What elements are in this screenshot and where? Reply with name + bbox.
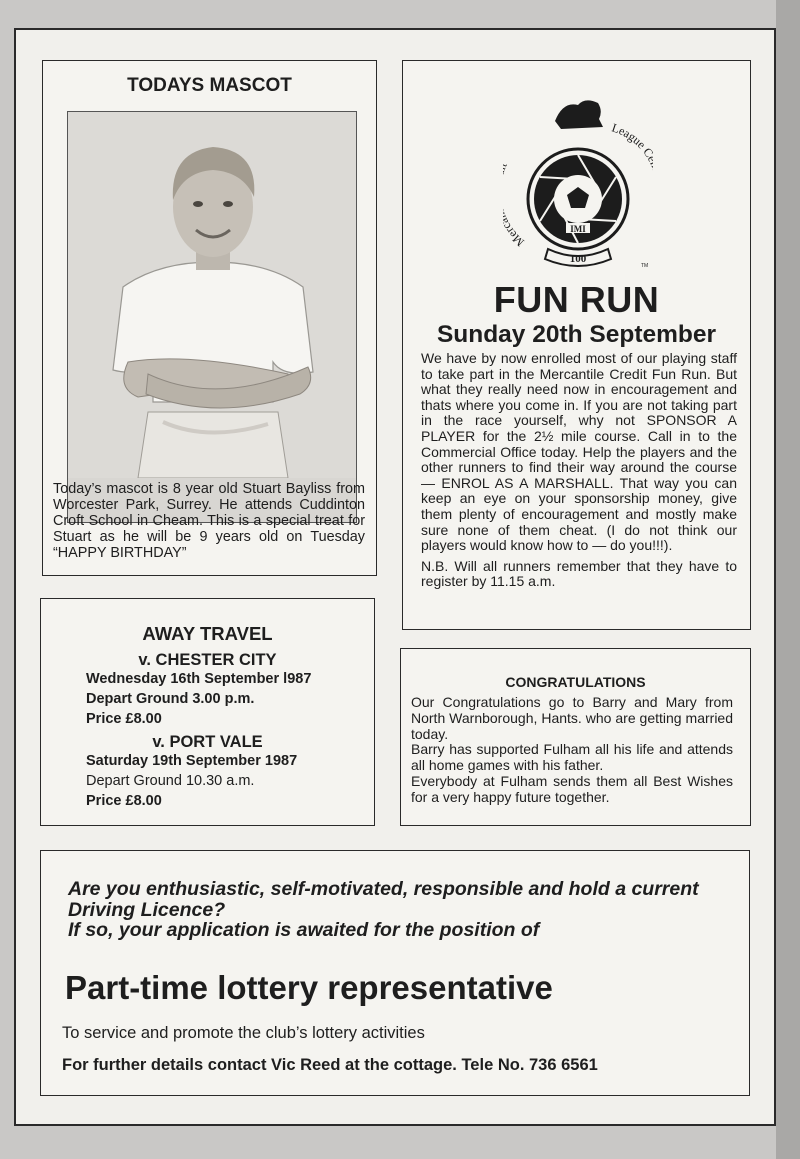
- trip2-price: Price £8.00: [86, 793, 162, 809]
- mascot-title: TODAYS MASCOT: [127, 75, 292, 96]
- logo-left-text: Mer: [503, 224, 527, 250]
- congratulations-title: CONGRATULATIONS: [505, 674, 646, 690]
- fun-run-title: FUN RUN: [493, 279, 660, 320]
- lottery-question-line2: If so, your application is awaited for the position of: [68, 919, 540, 941]
- logo-number: 100: [569, 253, 587, 265]
- lottery-contact-text: For further details contact Vic Reed at the cottage. Tele No. 736 6561: [62, 1056, 598, 1074]
- logo-right-text: League: [610, 120, 649, 152]
- fun-run-panel: [402, 60, 751, 630]
- trip2-depart: Depart Ground 10.30 a.m.: [86, 773, 255, 789]
- lottery-position-heading: Part-time lottery representative: [65, 969, 553, 1006]
- lottery-service-text: To service and promote the club’s lottery activities: [62, 1024, 425, 1042]
- congratulations-panel: [400, 648, 751, 826]
- svg-text:IMI: IMI: [570, 224, 586, 234]
- mascot-panel: [42, 60, 377, 576]
- mascot-photo: [67, 111, 357, 523]
- trip1-depart: Depart Ground 3.00 p.m.: [86, 691, 255, 707]
- fun-run-text: We have by now enrolled most of our playing staff to take part in the Mercantile Credit Fun Run. But what they really need now in encouragement and thats where you come in. If you are not taking part in the race yourself, why not SPONSOR A PLAYER for the 2½ mile course. Call in to the Commercial Office today. Help the players and the other runners to find their way around the course — ENROL AS A MARSHALL. That way you can keep an eye on your sponsorship money, give them plenty of encouragement and mostly make sure none of them cheat. (I do not think our players would know how to — do you!!!).: [421, 350, 737, 554]
- away-travel-panel: [40, 598, 375, 826]
- mascot-caption: Today’s mascot is 8 year old Stuart Bayliss from Worcester Park, Surrey. He attends Cuddinton Croft School in Cheam. This is a special treat for Stuart as he will be 9 years old on Tuesday “HAPPY BIRTHDAY”: [53, 481, 365, 561]
- svg-text:Mercantile Credit: [503, 159, 527, 249]
- page-edge-strip: [776, 0, 800, 1159]
- lottery-question-line1: Are you enthusiastic, self-motivated, responsible and hold a current Driving Licence?: [68, 878, 699, 921]
- trip1-date: Wednesday 16th September l987: [86, 671, 312, 687]
- congratulations-p3: Everybody at Fulham sends them all Best Wishes for a very happy future together.: [411, 772, 733, 805]
- away-travel-title: AWAY TRAVEL: [142, 623, 273, 644]
- lottery-advert-panel: [40, 850, 750, 1096]
- fun-run-note: N.B. Will all runners remember that they have to register by 11.15 a.m.: [421, 557, 737, 590]
- trip2-date: Saturday 19th September 1987: [86, 753, 298, 769]
- lottery-question: [68, 879, 748, 941]
- trip1-opponent: v. CHESTER CITY: [138, 651, 277, 669]
- fun-run-date: Sunday 20th September: [436, 321, 717, 348]
- trip2-opponent: v. PORT VALE: [152, 733, 263, 751]
- fun-run-body: [421, 351, 737, 595]
- congratulations-body: [411, 695, 733, 806]
- logo-tm: TM: [641, 263, 649, 269]
- congratulations-p2: Barry has supported Fulham all his life and attends all home games with his father.: [411, 741, 733, 774]
- congratulations-p1: Our Congratulations go to Barry and Mary from North Warnborough, Hants. who are getting married today.: [411, 694, 733, 742]
- trip1-price: Price £8.00: [86, 711, 162, 727]
